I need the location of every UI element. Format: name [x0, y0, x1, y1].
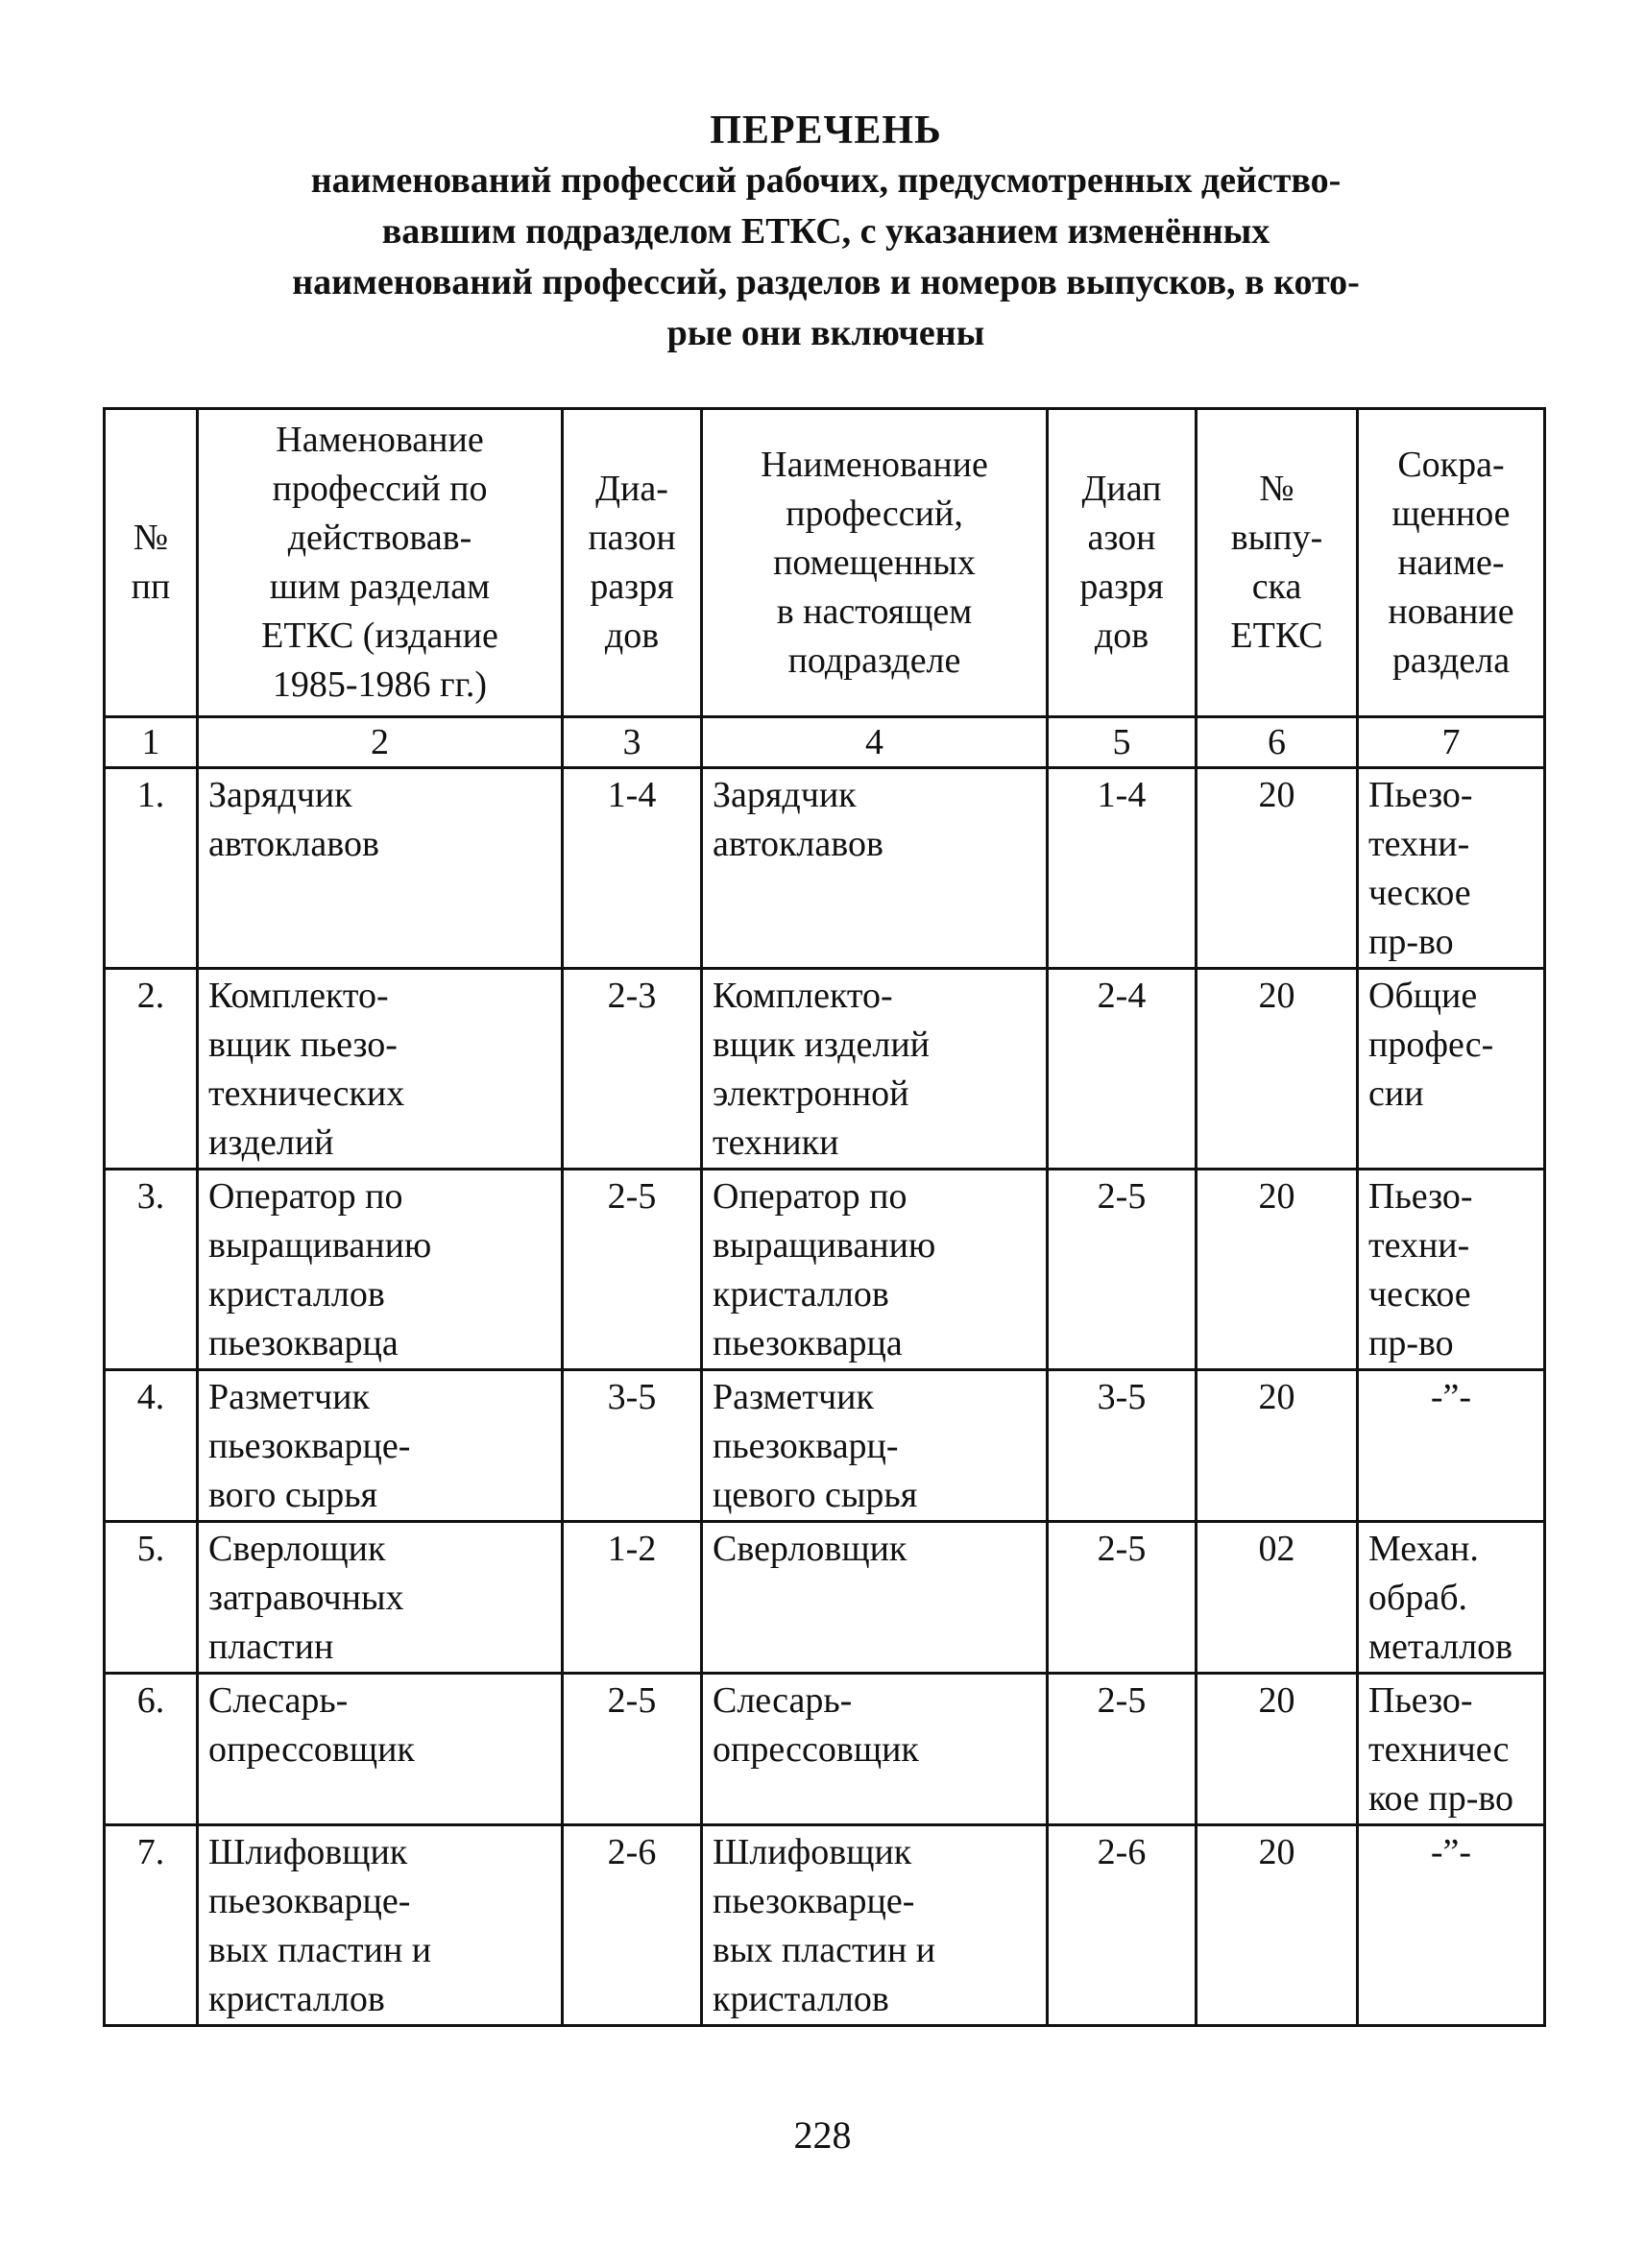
section-name: Пьезо- техни- ческое пр-во [1358, 1170, 1545, 1370]
column-number: 1 [105, 717, 198, 768]
new-profession-name: Разметчик пьезокварц- цевого сырья [702, 1370, 1048, 1522]
table-row [105, 969, 1545, 1170]
table-row [105, 1825, 1545, 2026]
section-name: -”- [1358, 1825, 1545, 2026]
new-profession-name: Слесарь- опрессовщик [702, 1674, 1048, 1825]
etks-issue: 20 [1197, 1370, 1358, 1522]
header-cell-section: Сокра- щенное наиме- нование раздела [1358, 409, 1545, 717]
row-number: 6. [105, 1674, 198, 1825]
column-number: 3 [563, 717, 702, 768]
column-number: 4 [702, 717, 1048, 768]
header-row [105, 409, 1545, 717]
title-line: наименований профессий, разделов и номеров выпусков, в кото- [292, 262, 1360, 302]
header-cell-new-name: Наименование профессий, помещенных в настоящем подразделе [702, 409, 1048, 717]
old-grade-range: 2-6 [563, 1825, 702, 2026]
column-number-row [105, 717, 1545, 768]
header-cell-new-range: Диап азон разря дов [1048, 409, 1197, 717]
new-profession-name: Зарядчик автоклавов [702, 768, 1048, 969]
page-number: 228 [793, 2113, 852, 2157]
row-number: 7. [105, 1825, 198, 2026]
row-number: 4. [105, 1370, 198, 1522]
new-profession-name: Комплекто- вщик изделий электронной техники [702, 969, 1048, 1170]
title-line: наименований профессий рабочих, предусмотренных действо- [310, 160, 1342, 201]
new-grade-range: 1-4 [1048, 768, 1197, 969]
old-grade-range: 3-5 [563, 1370, 702, 1522]
professions-table [103, 407, 1546, 2027]
old-profession-name: Зарядчик автоклавов [198, 768, 563, 969]
old-profession-name: Сверлощик затравочных пластин [198, 1522, 563, 1674]
table-row [105, 1522, 1545, 1674]
header-cell-issue: № выпу- ска ЕТКС [1197, 409, 1358, 717]
old-profession-name: Комплекто- вщик пьезо- технических изделий [198, 969, 563, 1170]
title-line: рые они включены [666, 313, 985, 353]
row-number: 2. [105, 969, 198, 1170]
section-name: Общие профес- сии [1358, 969, 1545, 1170]
row-number: 5. [105, 1522, 198, 1674]
new-profession-name: Оператор по выращиванию кристаллов пьезокварца [702, 1170, 1048, 1370]
column-number: 7 [1358, 717, 1545, 768]
document-title [115, 106, 1536, 359]
etks-issue: 20 [1197, 1825, 1358, 2026]
row-number: 3. [105, 1170, 198, 1370]
new-grade-range: 2-4 [1048, 969, 1197, 1170]
new-profession-name: Сверловщик [702, 1522, 1048, 1674]
column-number: 2 [198, 717, 563, 768]
table-row [105, 768, 1545, 969]
etks-issue: 20 [1197, 1674, 1358, 1825]
etks-issue: 02 [1197, 1522, 1358, 1674]
row-number: 1. [105, 768, 198, 969]
title-heading: ПЕРЕЧЕНЬ [710, 109, 942, 153]
title-line: вавшим подразделом ЕТКС, с указанием изменённых [381, 211, 1270, 252]
old-profession-name: Разметчик пьезокварце- вого сырья [198, 1370, 563, 1522]
etks-issue: 20 [1197, 768, 1358, 969]
old-grade-range: 1-2 [563, 1522, 702, 1674]
old-grade-range: 2-5 [563, 1170, 702, 1370]
table-row [105, 1370, 1545, 1522]
table-row [105, 1170, 1545, 1370]
etks-issue: 20 [1197, 969, 1358, 1170]
header-cell-old-range: Диа- пазон разря дов [563, 409, 702, 717]
old-grade-range: 2-5 [563, 1674, 702, 1825]
section-name: Пьезо- техничес кое пр-во [1358, 1674, 1545, 1825]
header-cell-old-name: Наменование профессий по действовав- шим разделам ЕТКС (издание 1985-1986 гг.) [198, 409, 563, 717]
column-number: 5 [1048, 717, 1197, 768]
table-row [105, 1674, 1545, 1825]
new-profession-name: Шлифовщик пьезокварце- вых пластин и кристаллов [702, 1825, 1048, 2026]
old-grade-range: 1-4 [563, 768, 702, 969]
column-number: 6 [1197, 717, 1358, 768]
etks-issue: 20 [1197, 1170, 1358, 1370]
new-grade-range: 2-5 [1048, 1170, 1197, 1370]
old-profession-name: Слесарь- опрессовщик [198, 1674, 563, 1825]
new-grade-range: 3-5 [1048, 1370, 1197, 1522]
section-name: -”- [1358, 1370, 1545, 1522]
new-grade-range: 2-5 [1048, 1674, 1197, 1825]
new-grade-range: 2-5 [1048, 1522, 1197, 1674]
section-name: Пьезо- техни- ческое пр-во [1358, 768, 1545, 969]
old-grade-range: 2-3 [563, 969, 702, 1170]
old-profession-name: Шлифовщик пьезокварце- вых пластин и кристаллов [198, 1825, 563, 2026]
old-profession-name: Оператор по выращиванию кристаллов пьезокварца [198, 1170, 563, 1370]
section-name: Механ. обраб. металлов [1358, 1522, 1545, 1674]
new-grade-range: 2-6 [1048, 1825, 1197, 2026]
header-cell-number: № пп [105, 409, 198, 717]
